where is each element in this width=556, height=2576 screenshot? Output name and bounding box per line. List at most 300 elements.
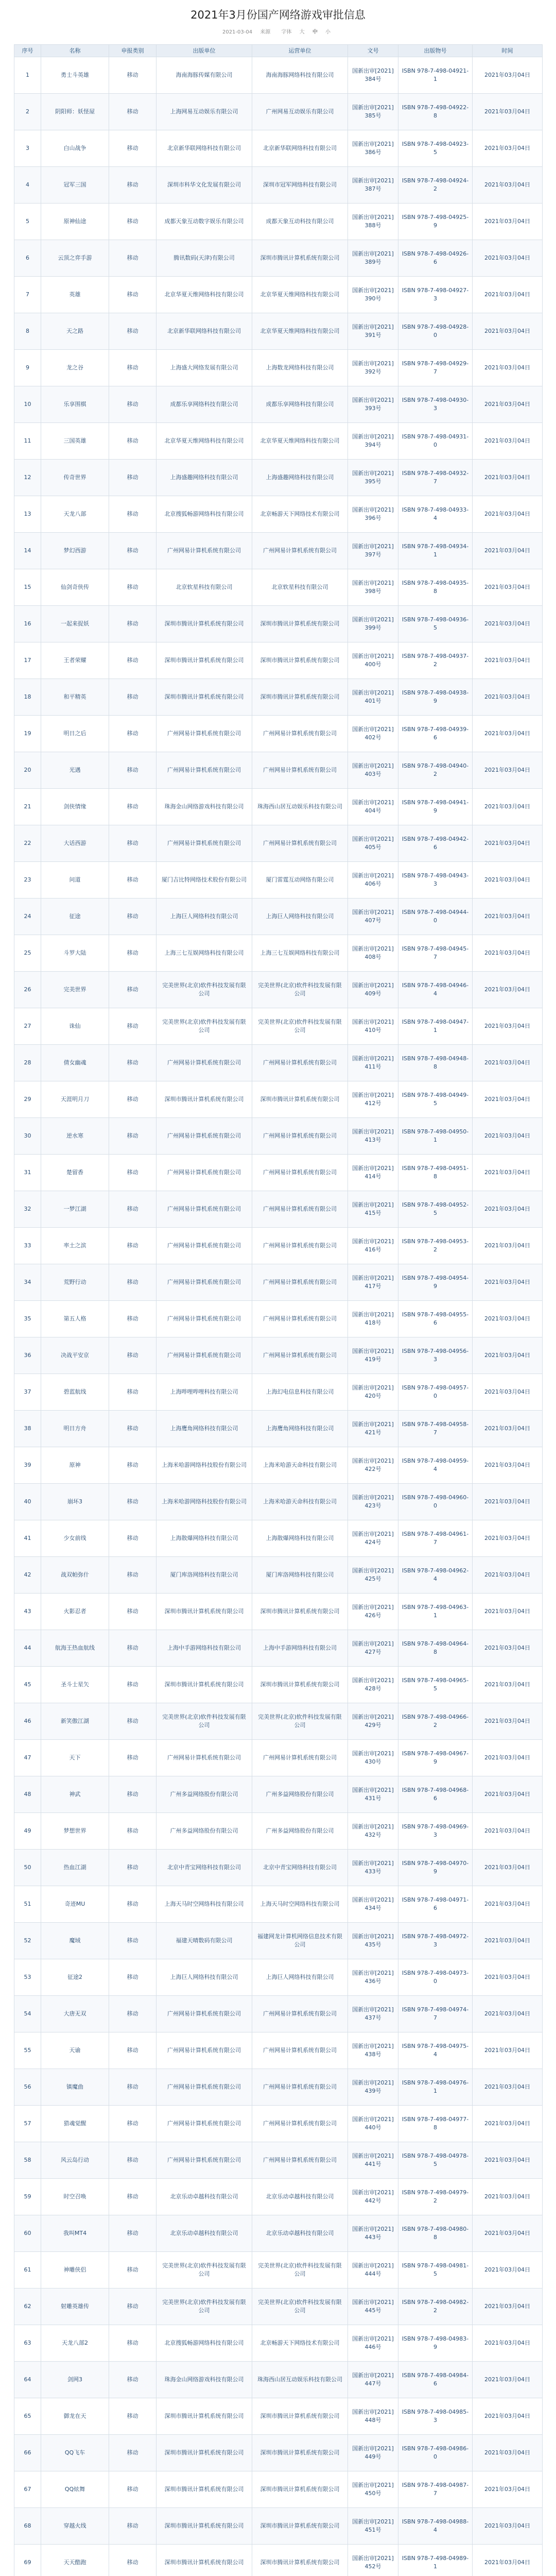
cell-game-name: 大话西游: [41, 825, 109, 862]
cell-publisher: 上海中手游网络科技有限公司: [157, 1630, 252, 1667]
cell-date: 2021年03月04日: [473, 2069, 543, 2106]
cell-isbn: ISBN 978-7-498-04963-1: [398, 1594, 473, 1630]
cell-isbn: ISBN 978-7-498-04973-0: [398, 1959, 473, 1996]
table-row: [14, 386, 543, 423]
cell-operator: 广州网易计算机系统有限公司: [252, 1301, 348, 1337]
cell-isbn: ISBN 978-7-498-04925-9: [398, 204, 473, 240]
cell-date: 2021年03月04日: [473, 350, 543, 386]
cell-game-name: 一起来捉妖: [41, 606, 109, 642]
cell-type: 移动: [109, 204, 157, 240]
cell-date: 2021年03月04日: [473, 2545, 543, 2576]
cell-game-name: 航海王热血航线: [41, 1630, 109, 1667]
cell-number: 33: [14, 1228, 41, 1264]
cell-date: 2021年03月04日: [473, 2362, 543, 2398]
cell-date: 2021年03月04日: [473, 1228, 543, 1264]
cell-game-name: 英雄: [41, 277, 109, 313]
cell-operator: 深圳市冠军网络科技有限公司: [252, 167, 348, 204]
cell-operator: 深圳市腾讯计算机系统有限公司: [252, 606, 348, 642]
table-row: [14, 1447, 543, 1484]
cell-date: 2021年03月04日: [473, 2289, 543, 2325]
cell-approval-number: 国新出审[2021]442号: [348, 2179, 398, 2215]
cell-number: 5: [14, 204, 41, 240]
cell-operator: 广州网易计算机系统有限公司: [252, 1264, 348, 1301]
table-header: [14, 45, 543, 57]
cell-number: 49: [14, 1813, 41, 1850]
cell-approval-number: 国新出审[2021]451号: [348, 2508, 398, 2545]
cell-publisher: 上海三七互娱网络科技有限公司: [157, 935, 252, 972]
cell-publisher: 珠海金山网络游戏科技有限公司: [157, 2362, 252, 2398]
cell-number: 46: [14, 1703, 41, 1740]
cell-isbn: ISBN 978-7-498-04988-4: [398, 2508, 473, 2545]
cell-publisher: 广州网易计算机系统有限公司: [157, 752, 252, 789]
cell-operator: 北京新华联网络科技有限公司: [252, 130, 348, 167]
cell-number: 21: [14, 789, 41, 825]
cell-publisher: 广州网易计算机系统有限公司: [157, 1740, 252, 1776]
cell-type: 移动: [109, 240, 157, 277]
column-header-date: 时间: [473, 45, 543, 57]
table-row: [14, 204, 543, 240]
cell-publisher: 完美世界(北京)软件科技发展有限公司: [157, 1703, 252, 1740]
column-header-publisher: 出版单位: [157, 45, 252, 57]
cell-publisher: 上海米哈游网络科技股份有限公司: [157, 1484, 252, 1520]
cell-operator: 广州网易互动娱乐有限公司: [252, 94, 348, 130]
cell-type: 移动: [109, 57, 157, 94]
cell-game-name: 战双帕弥什: [41, 1557, 109, 1594]
cell-game-name: 热血江湖: [41, 1850, 109, 1886]
cell-approval-number: 国新出审[2021]427号: [348, 1630, 398, 1667]
cell-type: 移动: [109, 1264, 157, 1301]
cell-number: 14: [14, 533, 41, 569]
table-row: [14, 1667, 543, 1703]
cell-date: 2021年03月04日: [473, 972, 543, 1008]
cell-isbn: ISBN 978-7-498-04933-4: [398, 496, 473, 533]
cell-date: 2021年03月04日: [473, 716, 543, 752]
table-row: [14, 1703, 543, 1740]
cell-number: 25: [14, 935, 41, 972]
cell-game-name: 征途: [41, 899, 109, 935]
cell-number: 55: [14, 2032, 41, 2069]
cell-isbn: ISBN 978-7-498-04961-7: [398, 1520, 473, 1557]
cell-date: 2021年03月04日: [473, 1191, 543, 1228]
cell-game-name: 新笑傲江湖: [41, 1703, 109, 1740]
cell-number: 30: [14, 1118, 41, 1155]
cell-operator: 上海盛趣网络科技有限公司: [252, 460, 348, 496]
cell-game-name: 乐享围棋: [41, 386, 109, 423]
cell-date: 2021年03月04日: [473, 1081, 543, 1118]
cell-game-name: 三国英雄: [41, 423, 109, 460]
cell-publisher: 广州网易计算机系统有限公司: [157, 1996, 252, 2032]
cell-number: 39: [14, 1447, 41, 1484]
cell-date: 2021年03月04日: [473, 1813, 543, 1850]
cell-date: 2021年03月04日: [473, 204, 543, 240]
cell-isbn: ISBN 978-7-498-04962-4: [398, 1557, 473, 1594]
cell-number: 37: [14, 1374, 41, 1411]
cell-type: 移动: [109, 1228, 157, 1264]
cell-game-name: 光遇: [41, 752, 109, 789]
cell-publisher: 北京华夏天维网络科技有限公司: [157, 277, 252, 313]
cell-date: 2021年03月04日: [473, 2179, 543, 2215]
cell-isbn: ISBN 978-7-498-04968-6: [398, 1776, 473, 1813]
cell-number: 54: [14, 1996, 41, 2032]
cell-publisher: 广州多益网络股份有限公司: [157, 1776, 252, 1813]
cell-publisher: 北京搜狐畅游网络科技有限公司: [157, 2325, 252, 2362]
cell-approval-number: 国新出审[2021]396号: [348, 496, 398, 533]
cell-number: 9: [14, 350, 41, 386]
cell-approval-number: 国新出审[2021]426号: [348, 1594, 398, 1630]
table-row: [14, 1959, 543, 1996]
cell-publisher: 上海天马时空网络科技有限公司: [157, 1886, 252, 1923]
cell-publisher: 广州网易计算机系统有限公司: [157, 2069, 252, 2106]
table-row: [14, 1923, 543, 1959]
cell-type: 移动: [109, 1520, 157, 1557]
cell-publisher: 深圳市腾讯计算机系统有限公司: [157, 2435, 252, 2471]
table-row: [14, 1630, 543, 1667]
cell-date: 2021年03月04日: [473, 1118, 543, 1155]
cell-operator: 深圳市腾讯计算机系统有限公司: [252, 1081, 348, 1118]
table-row: [14, 2435, 543, 2471]
cell-number: 35: [14, 1301, 41, 1337]
cell-isbn: ISBN 978-7-498-04923-5: [398, 130, 473, 167]
cell-date: 2021年03月04日: [473, 460, 543, 496]
cell-operator: 上海天马时空网络科技有限公司: [252, 1886, 348, 1923]
cell-game-name: 剑网3: [41, 2362, 109, 2398]
cell-approval-number: 国新出审[2021]446号: [348, 2325, 398, 2362]
page-header: [0, 0, 556, 44]
cell-approval-number: 国新出审[2021]443号: [348, 2215, 398, 2252]
cell-game-name: 斗罗大陆: [41, 935, 109, 972]
table-row: [14, 2289, 543, 2325]
cell-approval-number: 国新出审[2021]445号: [348, 2289, 398, 2325]
table-row: [14, 423, 543, 460]
cell-type: 移动: [109, 1667, 157, 1703]
cell-type: 移动: [109, 825, 157, 862]
cell-publisher: 深圳市腾讯计算机系统有限公司: [157, 1594, 252, 1630]
table-row: [14, 1411, 543, 1447]
cell-date: 2021年03月04日: [473, 1923, 543, 1959]
cell-publisher: 上海哔哩哔哩科技有限公司: [157, 1374, 252, 1411]
cell-publisher: 广州网易计算机系统有限公司: [157, 716, 252, 752]
cell-number: 42: [14, 1557, 41, 1594]
cell-game-name: 原神仙途: [41, 204, 109, 240]
cell-game-name: 我叫MT4: [41, 2215, 109, 2252]
cell-date: 2021年03月04日: [473, 1776, 543, 1813]
cell-number: 17: [14, 642, 41, 679]
cell-game-name: 明日方舟: [41, 1411, 109, 1447]
cell-approval-number: 国新出审[2021]422号: [348, 1447, 398, 1484]
cell-number: 32: [14, 1191, 41, 1228]
table-row: [14, 642, 543, 679]
cell-operator: 广州网易计算机系统有限公司: [252, 1118, 348, 1155]
cell-operator: 完美世界(北京)软件科技发展有限公司: [252, 972, 348, 1008]
cell-date: 2021年03月04日: [473, 862, 543, 899]
table-row: [14, 2252, 543, 2289]
cell-game-name: 射雕英雄传: [41, 2289, 109, 2325]
table-row: [14, 972, 543, 1008]
cell-game-name: 神雕侠侣: [41, 2252, 109, 2289]
cell-operator: 广州网易计算机系统有限公司: [252, 1045, 348, 1081]
cell-type: 移动: [109, 167, 157, 204]
cell-isbn: ISBN 978-7-498-04931-0: [398, 423, 473, 460]
cell-date: 2021年03月04日: [473, 1411, 543, 1447]
cell-type: 移动: [109, 1594, 157, 1630]
cell-number: 15: [14, 569, 41, 606]
cell-isbn: ISBN 978-7-498-04950-1: [398, 1118, 473, 1155]
cell-number: 48: [14, 1776, 41, 1813]
cell-operator: 广州网易计算机系统有限公司: [252, 1155, 348, 1191]
cell-date: 2021年03月04日: [473, 2435, 543, 2471]
cell-type: 移动: [109, 716, 157, 752]
cell-game-name: 剑侠情缘: [41, 789, 109, 825]
cell-date: 2021年03月04日: [473, 2215, 543, 2252]
fontsize-large[interactable]: 大: [299, 29, 305, 35]
cell-number: 47: [14, 1740, 41, 1776]
cell-publisher: 上海盛趣网络科技有限公司: [157, 460, 252, 496]
cell-number: 63: [14, 2325, 41, 2362]
cell-number: 68: [14, 2508, 41, 2545]
cell-isbn: ISBN 978-7-498-04952-5: [398, 1191, 473, 1228]
cell-number: 8: [14, 313, 41, 350]
cell-date: 2021年03月04日: [473, 2398, 543, 2435]
cell-number: 7: [14, 277, 41, 313]
column-header-type: 申报类别: [109, 45, 157, 57]
cell-isbn: ISBN 978-7-498-04969-3: [398, 1813, 473, 1850]
cell-publisher: 北京软星科技有限公司: [157, 569, 252, 606]
table-header-row: [14, 45, 543, 57]
cell-number: 1: [14, 57, 41, 94]
cell-number: 44: [14, 1630, 41, 1667]
cell-number: 36: [14, 1337, 41, 1374]
cell-type: 移动: [109, 1008, 157, 1045]
cell-operator: 北京华夏天维网络科技有限公司: [252, 277, 348, 313]
table-row: [14, 350, 543, 386]
cell-type: 移动: [109, 2435, 157, 2471]
table-row: [14, 1191, 543, 1228]
cell-approval-number: 国新出审[2021]414号: [348, 1155, 398, 1191]
table-row: [14, 1118, 543, 1155]
cell-type: 移动: [109, 1045, 157, 1081]
table-row: [14, 1594, 543, 1630]
cell-publisher: 广州网易计算机系统有限公司: [157, 533, 252, 569]
cell-date: 2021年03月04日: [473, 94, 543, 130]
cell-date: 2021年03月04日: [473, 57, 543, 94]
cell-game-name: 一梦江湖: [41, 1191, 109, 1228]
cell-approval-number: 国新出审[2021]439号: [348, 2069, 398, 2106]
cell-approval-number: 国新出审[2021]419号: [348, 1337, 398, 1374]
table-row: [14, 167, 543, 204]
cell-game-name: 天之路: [41, 313, 109, 350]
cell-publisher: 厦门吉比特网络技术股份有限公司: [157, 862, 252, 899]
cell-type: 移动: [109, 2179, 157, 2215]
cell-type: 移动: [109, 2508, 157, 2545]
cell-isbn: ISBN 978-7-498-04980-8: [398, 2215, 473, 2252]
cell-date: 2021年03月04日: [473, 386, 543, 423]
cell-publisher: 深圳市科华文化发展有限公司: [157, 167, 252, 204]
cell-number: 22: [14, 825, 41, 862]
cell-approval-number: 国新出审[2021]435号: [348, 1923, 398, 1959]
cell-number: 13: [14, 496, 41, 533]
cell-isbn: ISBN 978-7-498-04960-0: [398, 1484, 473, 1520]
cell-type: 移动: [109, 642, 157, 679]
cell-date: 2021年03月04日: [473, 240, 543, 277]
table-row: [14, 1740, 543, 1776]
cell-isbn: ISBN 978-7-498-04975-4: [398, 2032, 473, 2069]
cell-number: 51: [14, 1886, 41, 1923]
cell-publisher: 北京新华联网络科技有限公司: [157, 313, 252, 350]
cell-approval-number: 国新出审[2021]418号: [348, 1301, 398, 1337]
cell-type: 移动: [109, 1191, 157, 1228]
cell-date: 2021年03月04日: [473, 1594, 543, 1630]
table-row: [14, 2471, 543, 2508]
cell-approval-number: 国新出审[2021]436号: [348, 1959, 398, 1996]
cell-publisher: 珠海金山网络游戏科技有限公司: [157, 789, 252, 825]
cell-approval-number: 国新出审[2021]395号: [348, 460, 398, 496]
cell-isbn: ISBN 978-7-498-04947-1: [398, 1008, 473, 1045]
cell-publisher: 广州网易计算机系统有限公司: [157, 1228, 252, 1264]
table-row: [14, 2069, 543, 2106]
cell-approval-number: 国新出审[2021]449号: [348, 2435, 398, 2471]
cell-approval-number: 国新出审[2021]403号: [348, 752, 398, 789]
cell-game-name: 穿越火线: [41, 2508, 109, 2545]
fontsize-small[interactable]: 小: [325, 29, 331, 35]
cell-date: 2021年03月04日: [473, 1740, 543, 1776]
cell-isbn: ISBN 978-7-498-04971-6: [398, 1886, 473, 1923]
cell-type: 移动: [109, 1959, 157, 1996]
cell-number: 56: [14, 2069, 41, 2106]
cell-date: 2021年03月04日: [473, 789, 543, 825]
cell-game-name: 征途2: [41, 1959, 109, 1996]
cell-isbn: ISBN 978-7-498-04934-1: [398, 533, 473, 569]
table-row: [14, 496, 543, 533]
cell-date: 2021年03月04日: [473, 1850, 543, 1886]
column-header-isbn: 出版物号: [398, 45, 473, 57]
cell-number: 20: [14, 752, 41, 789]
cell-operator: 上海米哈游天命科技有限公司: [252, 1447, 348, 1484]
cell-isbn: ISBN 978-7-498-04987-7: [398, 2471, 473, 2508]
cell-number: 67: [14, 2471, 41, 2508]
cell-approval-number: 国新出审[2021]393号: [348, 386, 398, 423]
cell-approval-number: 国新出审[2021]432号: [348, 1813, 398, 1850]
cell-isbn: ISBN 978-7-498-04938-9: [398, 679, 473, 716]
cell-isbn: ISBN 978-7-498-04986-0: [398, 2435, 473, 2471]
cell-date: 2021年03月04日: [473, 825, 543, 862]
cell-type: 移动: [109, 2252, 157, 2289]
table-row: [14, 1776, 543, 1813]
cell-isbn: ISBN 978-7-498-04954-9: [398, 1264, 473, 1301]
cell-number: 3: [14, 130, 41, 167]
cell-approval-number: 国新出审[2021]431号: [348, 1776, 398, 1813]
cell-game-name: 勇士斗英雄: [41, 57, 109, 94]
cell-operator: 海南海豚网络科技有限公司: [252, 57, 348, 94]
cell-publisher: 北京中青宝网络科技有限公司: [157, 1850, 252, 1886]
table-row: [14, 569, 543, 606]
cell-approval-number: 国新出审[2021]416号: [348, 1228, 398, 1264]
cell-date: 2021年03月04日: [473, 313, 543, 350]
cell-isbn: ISBN 978-7-498-04928-0: [398, 313, 473, 350]
cell-type: 移动: [109, 569, 157, 606]
cell-isbn: ISBN 978-7-498-04953-2: [398, 1228, 473, 1264]
cell-publisher: 广州网易计算机系统有限公司: [157, 1045, 252, 1081]
cell-isbn: ISBN 978-7-498-04956-3: [398, 1337, 473, 1374]
page-title: 2021年3月份国产网络游戏审批信息: [190, 9, 366, 21]
cell-operator: 上海幻电信息科技有限公司: [252, 1374, 348, 1411]
cell-number: 61: [14, 2252, 41, 2289]
column-header-approval-number: 文号: [348, 45, 398, 57]
table-row: [14, 1045, 543, 1081]
cell-game-name: 大唐无双: [41, 1996, 109, 2032]
table-row: [14, 1850, 543, 1886]
cell-approval-number: 国新出审[2021]428号: [348, 1667, 398, 1703]
cell-isbn: ISBN 978-7-498-04929-7: [398, 350, 473, 386]
cell-date: 2021年03月04日: [473, 1996, 543, 2032]
cell-approval-number: 国新出审[2021]434号: [348, 1886, 398, 1923]
cell-approval-number: 国新出审[2021]448号: [348, 2398, 398, 2435]
cell-publisher: 深圳市腾讯计算机系统有限公司: [157, 2545, 252, 2576]
cell-game-name: 镇魔曲: [41, 2069, 109, 2106]
cell-approval-number: 国新出审[2021]417号: [348, 1264, 398, 1301]
cell-publisher: 广州网易计算机系统有限公司: [157, 2032, 252, 2069]
table-row: [14, 2325, 543, 2362]
cell-type: 移动: [109, 679, 157, 716]
cell-number: 43: [14, 1594, 41, 1630]
cell-approval-number: 国新出审[2021]394号: [348, 423, 398, 460]
cell-publisher: 广州网易计算机系统有限公司: [157, 825, 252, 862]
publish-date: 2021-03-04: [222, 29, 253, 35]
cell-number: 53: [14, 1959, 41, 1996]
table-row: [14, 240, 543, 277]
cell-publisher: 深圳市腾讯计算机系统有限公司: [157, 2471, 252, 2508]
source-label: 来源: [260, 29, 271, 35]
cell-approval-number: 国新出审[2021]391号: [348, 313, 398, 350]
cell-operator: 珠海西山居互动娱乐科技有限公司: [252, 2362, 348, 2398]
table-row: [14, 1008, 543, 1045]
cell-game-name: 冠军三国: [41, 167, 109, 204]
cell-isbn: ISBN 978-7-498-04957-0: [398, 1374, 473, 1411]
cell-date: 2021年03月04日: [473, 642, 543, 679]
cell-type: 移动: [109, 1630, 157, 1667]
cell-game-name: 阴阳师：妖怪屋: [41, 94, 109, 130]
cell-date: 2021年03月04日: [473, 1484, 543, 1520]
cell-date: 2021年03月04日: [473, 1886, 543, 1923]
cell-game-name: 仙剑奇侠传: [41, 569, 109, 606]
cell-isbn: ISBN 978-7-498-04976-1: [398, 2069, 473, 2106]
cell-game-name: QQ飞车: [41, 2435, 109, 2471]
cell-operator: 厦门雷霆互动网络有限公司: [252, 862, 348, 899]
cell-isbn: ISBN 978-7-498-04978-5: [398, 2142, 473, 2179]
cell-game-name: 龙之谷: [41, 350, 109, 386]
cell-date: 2021年03月04日: [473, 1630, 543, 1667]
cell-approval-number: 国新出审[2021]411号: [348, 1045, 398, 1081]
cell-publisher: 广州网易计算机系统有限公司: [157, 1155, 252, 1191]
cell-game-name: 天涯明月刀: [41, 1081, 109, 1118]
cell-publisher: 广州网易计算机系统有限公司: [157, 1191, 252, 1228]
cell-publisher: 完美世界(北京)软件科技发展有限公司: [157, 972, 252, 1008]
cell-game-name: 第五人格: [41, 1301, 109, 1337]
cell-isbn: ISBN 978-7-498-04964-8: [398, 1630, 473, 1667]
table-row: [14, 2545, 543, 2576]
cell-game-name: 梦幻西游: [41, 533, 109, 569]
cell-date: 2021年03月04日: [473, 2471, 543, 2508]
cell-approval-number: 国新出审[2021]415号: [348, 1191, 398, 1228]
fontsize-medium[interactable]: 中: [312, 29, 318, 35]
cell-operator: 广州网易计算机系统有限公司: [252, 1740, 348, 1776]
cell-game-name: 逆水寒: [41, 1118, 109, 1155]
cell-approval-number: 国新出审[2021]399号: [348, 606, 398, 642]
cell-game-name: 天龙八部2: [41, 2325, 109, 2362]
table-row: [14, 2508, 543, 2545]
cell-operator: 广州网易计算机系统有限公司: [252, 825, 348, 862]
cell-approval-number: 国新出审[2021]433号: [348, 1850, 398, 1886]
cell-isbn: ISBN 978-7-498-04930-3: [398, 386, 473, 423]
